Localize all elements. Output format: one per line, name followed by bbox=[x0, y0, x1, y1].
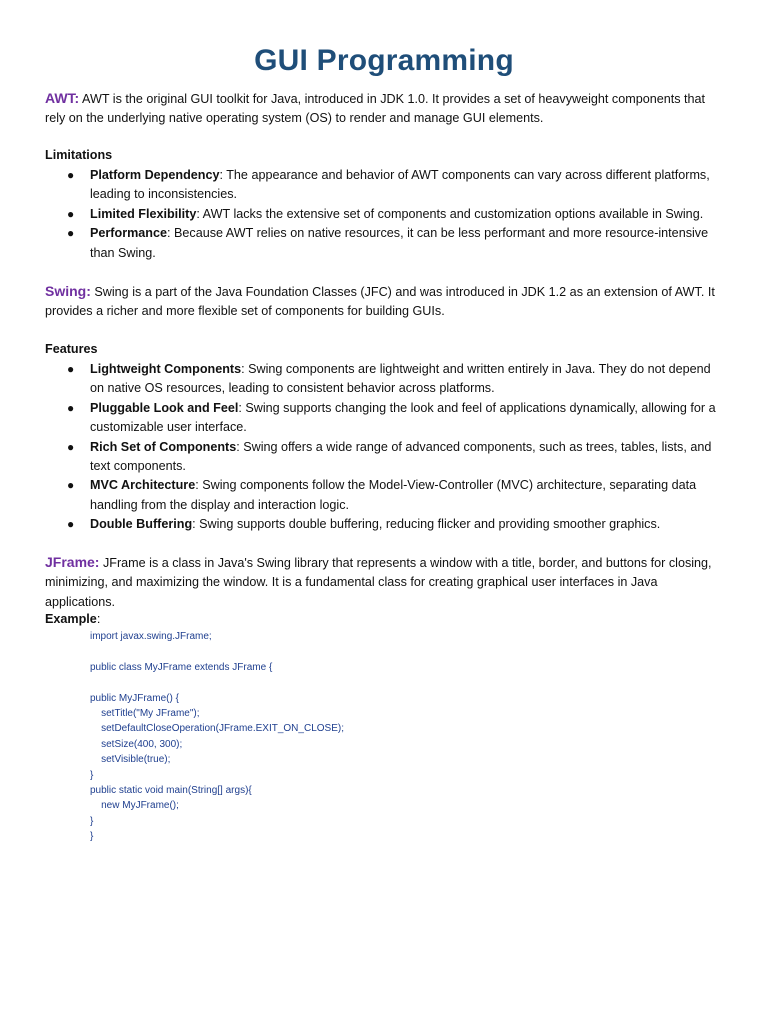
example-label bbox=[45, 610, 100, 629]
list-item-term: Double Buffering bbox=[90, 517, 193, 532]
list-item-term: MVC Architecture bbox=[90, 478, 196, 493]
page-title: GUI Programming bbox=[254, 44, 514, 77]
limitations-list bbox=[45, 166, 725, 263]
jframe-paragraph bbox=[45, 553, 725, 612]
list-item-term: Rich Set of Components bbox=[90, 439, 237, 454]
jframe-description: JFrame is a class in Java's Swing library that represents a window with a title, border, and buttons for closing, minimizing, and maximizing the window. It is a fundamental class for creating graphical user interfaces in Java applications. bbox=[45, 556, 712, 609]
example-label-text: Example bbox=[45, 612, 97, 626]
list-item bbox=[45, 476, 725, 515]
bullet-icon: ● bbox=[67, 168, 75, 182]
awt-paragraph bbox=[45, 89, 725, 129]
list-item-term: Platform Dependency bbox=[90, 168, 220, 182]
list-item-text: : AWT lacks the extensive set of components and customization options available in Swing. bbox=[196, 206, 704, 221]
list-item bbox=[45, 205, 725, 224]
awt-description: AWT is the original GUI toolkit for Java, introduced in JDK 1.0. It provides a set of heavyweight components that rely on the underlying native operating system (OS) to render and manage GUI elements. bbox=[45, 92, 706, 126]
list-item bbox=[45, 438, 725, 477]
list-item bbox=[45, 360, 725, 399]
bullet-icon: ● bbox=[67, 517, 75, 532]
list-item bbox=[45, 515, 725, 534]
bullet-icon: ● bbox=[67, 226, 75, 241]
swing-paragraph bbox=[45, 282, 725, 322]
swing-term: Swing: bbox=[45, 283, 91, 299]
bullet-icon: ● bbox=[67, 400, 75, 415]
bullet-icon: ● bbox=[67, 362, 75, 376]
example-label-colon: : bbox=[96, 612, 101, 626]
code-example: import javax.swing.JFrame; public class MyJFrame extends JFrame { public MyJFrame() { setTitle("My JFrame"); setDefaultCloseOperation(JFrame.EXIT_ON_CLOSE); setSize(400, 300); setVisible(true); } public static void main(String[] args){ new MyJFrame(); } } bbox=[90, 631, 344, 843]
list-item-text: : Swing components are lightweight and written entirely in Java. They do not depend on native OS resources, leading to consistent behavior across platforms. bbox=[90, 362, 711, 396]
list-item bbox=[45, 399, 725, 438]
bullet-icon: ● bbox=[67, 478, 75, 493]
list-item-text: : Swing components follow the Model-View-Controller (MVC) architecture, separating data handling from the display and interaction logic. bbox=[90, 478, 697, 512]
list-item-text: : Swing supports changing the look and feel of applications dynamically, allowing for a customizable user interface. bbox=[90, 400, 716, 435]
awt-term: AWT: bbox=[45, 90, 80, 106]
list-item-term: Limited Flexibility bbox=[90, 206, 197, 221]
list-item-text: : Because AWT relies on native resources, it can be less performant and more resource-intensive than Swing. bbox=[90, 226, 709, 260]
bullet-icon: ● bbox=[67, 439, 75, 454]
swing-description: Swing is a part of the Java Foundation Classes (JFC) and was introduced in JDK 1.2 as an extension of AWT. It provides a richer and more flexible set of components for building GUIs. bbox=[45, 285, 715, 319]
features-list bbox=[45, 360, 725, 535]
list-item-text: : Swing offers a wide range of advanced components, such as trees, tables, lists, and text components. bbox=[90, 439, 712, 474]
bullet-icon: ● bbox=[67, 206, 75, 221]
list-item-term: Lightweight Components bbox=[90, 362, 242, 376]
list-item-text: : The appearance and behavior of AWT components can vary across different platforms, leading to inconsistencies. bbox=[90, 168, 710, 202]
list-item-text: : Swing supports double buffering, reducing flicker and providing smoother graphics. bbox=[192, 517, 661, 532]
list-item-term: Performance bbox=[90, 226, 167, 241]
features-heading: Features bbox=[45, 342, 98, 356]
list-item bbox=[45, 224, 725, 263]
limitations-heading: Limitations bbox=[45, 148, 113, 162]
list-item-term: Pluggable Look and Feel bbox=[90, 400, 239, 415]
jframe-term: JFrame: bbox=[45, 554, 100, 570]
list-item bbox=[45, 166, 725, 205]
